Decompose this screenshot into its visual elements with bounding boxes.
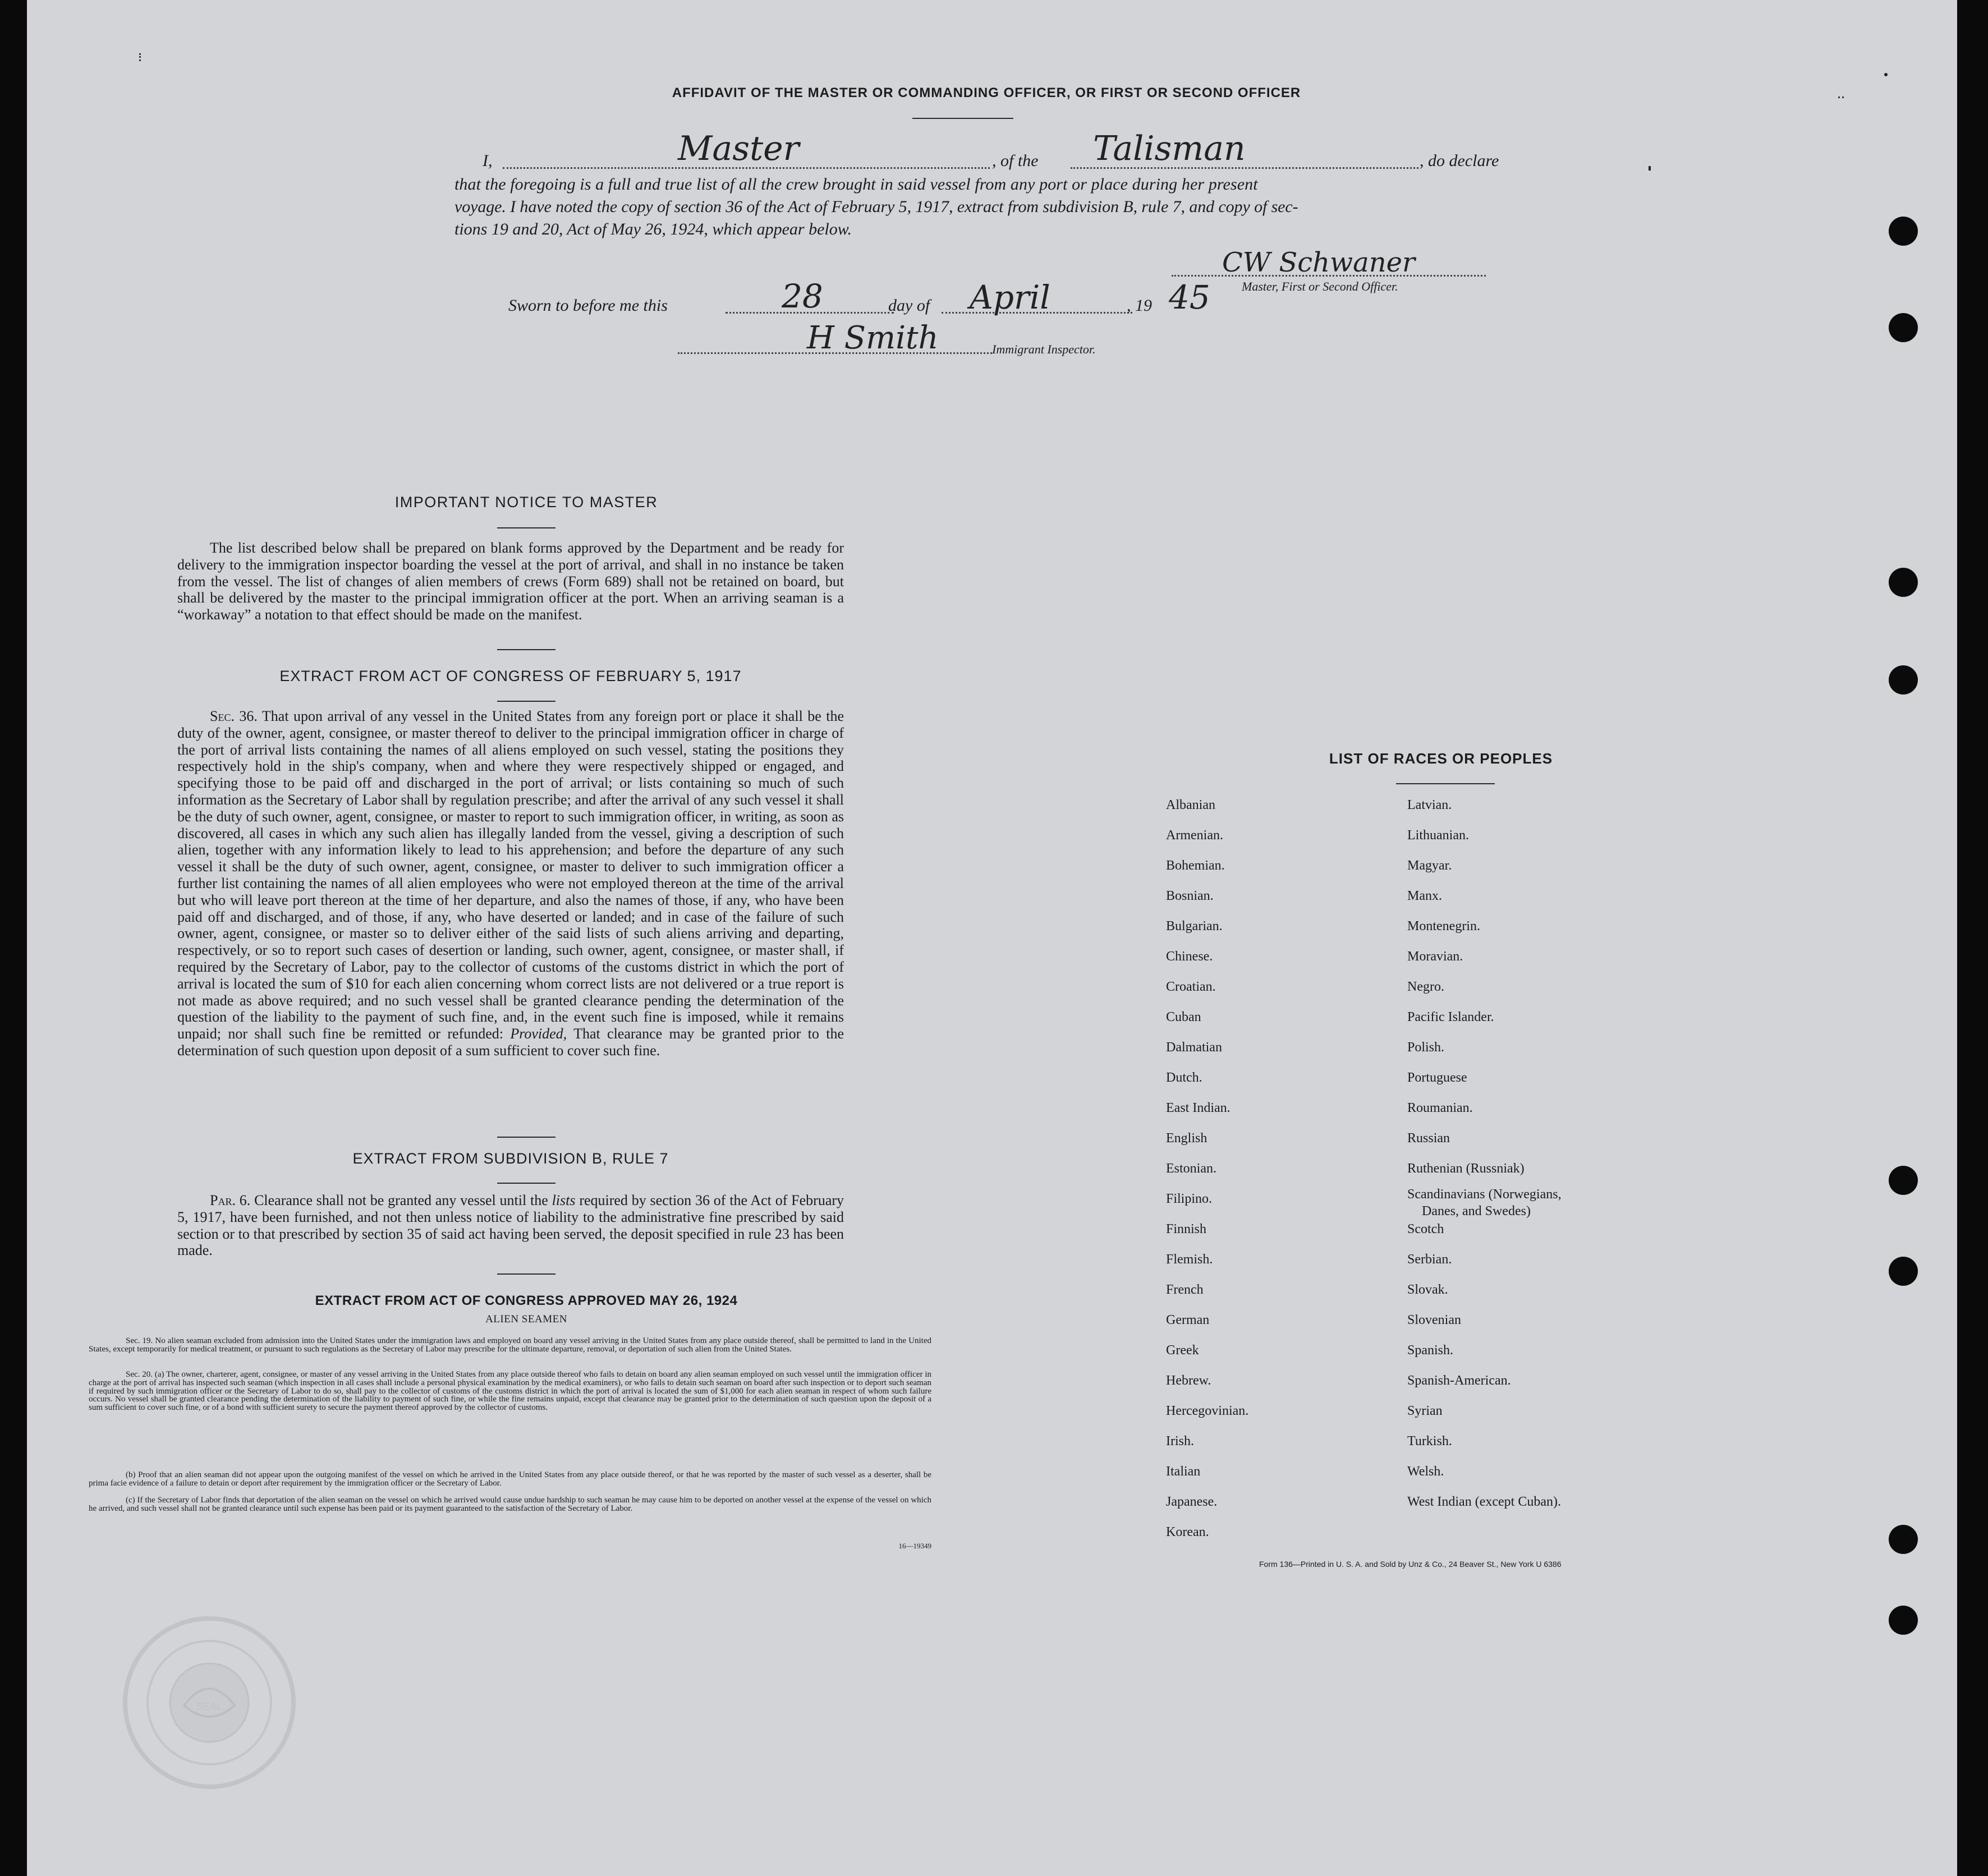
notice-body: The list described below shall be prepared on blank forms approved by the Department and be ready for delivery to the immigration inspector boarding the vessel at the port of arrival, and shall in no instance be taken from the vessel. The list of changes of alien members of crews (Form 689) shall not be retained on board, but shall be delivered by the master to the principal immigration officer at the port. When an arriving seaman is a “workaway” a notation to that effect should be made on the manifest. bbox=[177, 540, 844, 623]
race-item: Slovenian bbox=[1407, 1313, 1461, 1327]
inspector-signature: H Smith bbox=[807, 320, 939, 356]
notice-end-rule bbox=[497, 649, 555, 650]
affidavit-title-rule bbox=[912, 118, 1013, 119]
race-item: Spanish. bbox=[1407, 1343, 1454, 1358]
punch-hole bbox=[1889, 313, 1918, 342]
race-item: Latvian. bbox=[1407, 798, 1452, 812]
race-item: French bbox=[1166, 1282, 1204, 1297]
punch-hole bbox=[1889, 1606, 1918, 1635]
affidavit-line-2: that the foregoing is a full and true list of all the crew brought in said vessel from any port or place during her present bbox=[454, 175, 1258, 194]
punch-hole bbox=[1889, 217, 1918, 246]
punch-hole bbox=[1889, 665, 1918, 695]
race-item: Ruthenian (Russniak) bbox=[1407, 1161, 1525, 1176]
race-item: Estonian. bbox=[1166, 1161, 1216, 1176]
extract-1917-body bbox=[177, 708, 844, 1059]
provided-label: Provided, bbox=[510, 1026, 567, 1042]
notice-title-rule bbox=[497, 527, 555, 528]
alien-seamen-subtitle: ALIEN SEAMEN bbox=[485, 1313, 567, 1325]
race-item: Korean. bbox=[1166, 1525, 1209, 1539]
race-item: Lithuanian. bbox=[1407, 828, 1469, 843]
race-item: Negro. bbox=[1407, 980, 1444, 994]
race-item: Greek bbox=[1166, 1343, 1199, 1358]
race-item: Finnish bbox=[1166, 1222, 1207, 1236]
sec-19-text: Sec. 19. No alien seaman excluded from admission into the United States under the immigration laws and employed on board any vessel arriving in the United States from any place outside thereof, shall be permitted to land in the United States, except temporarily for medical treatment, or pursuant to such regulations as the Secretary of Labor may prescribe for the ultimate departure, removal, or deportation of such alien from the United States. bbox=[89, 1336, 931, 1354]
race-item: Polish. bbox=[1407, 1040, 1445, 1055]
printer-note: Form 136—Printed in U. S. A. and Sold by Unz & Co., 24 Beaver St., New York U 6386 bbox=[1259, 1560, 1562, 1569]
par-6-label: Par. 6. bbox=[210, 1192, 251, 1208]
race-item: East Indian. bbox=[1166, 1101, 1231, 1115]
affidavit-title: AFFIDAVIT OF THE MASTER OR COMMANDING OFFICER, OR FIRST OR SECOND OFFICER bbox=[672, 85, 1301, 100]
inspector-caption: Immigrant Inspector. bbox=[992, 342, 1096, 356]
name-handwritten: Master bbox=[678, 129, 800, 168]
race-item: Cuban bbox=[1166, 1010, 1201, 1024]
affidavit-line-4: tions 19 and 20, Act of May 26, 1924, which appear below. bbox=[454, 220, 852, 238]
par-6-text-a: Clearance shall not be granted any vessel until the bbox=[254, 1192, 548, 1208]
race-item: Serbian. bbox=[1407, 1252, 1452, 1267]
race-item: Irish. bbox=[1166, 1434, 1194, 1449]
race-item: English bbox=[1166, 1131, 1208, 1146]
race-item: Dutch. bbox=[1166, 1070, 1202, 1085]
race-item: Scandinavians (Norwegians, bbox=[1407, 1187, 1562, 1202]
race-item: Albanian bbox=[1166, 798, 1215, 812]
subdivision-body bbox=[177, 1192, 844, 1259]
race-item: Bulgarian. bbox=[1166, 919, 1223, 934]
race-item: Scotch bbox=[1407, 1222, 1444, 1236]
of-the-label: , of the bbox=[992, 151, 1039, 170]
day-handwritten: 28 bbox=[782, 277, 823, 315]
race-item: Flemish. bbox=[1166, 1252, 1213, 1267]
form-number: 16—19349 bbox=[898, 1542, 931, 1550]
race-item: Magyar. bbox=[1407, 858, 1452, 873]
race-item: Danes, and Swedes) bbox=[1422, 1204, 1531, 1219]
sec-36-text: That upon arrival of any vessel in the United States from any foreign port or place it shall be the duty of the owner, agent, consignee, or master thereof to deliver to the principal immigration officer in charge of the port of arrival lists containing the names of all aliens employed on such vessel, stating the positions they respectively hold in the ship's company, when and where they were respectively shipped or engaged, and specifying those to be paid off and discharged in the port of arrival; or lists containing so much of such information as the Secretary of Labor shall by regulation prescribe; and after the arrival of any such vessel it shall be the duty of such owner, agent, consignee, or master to report to such immigration officer, in writing, as soon as discovered, all cases in which any such alien has illegally landed from the vessel, giving a description of such alien, together with any information likely to lead to his apprehension; and before the departure of any such vessel it shall be the duty of such owner, agent, consignee, or master to deliver to such immigration officer a further list containing the names of all alien employees who were not employed thereon at the time of the arrival but who will leave port thereon at the time of her departure, and also the names of those, if any, who have been paid off and discharged, and of those, if any, who have deserted or landed; and in case of the failure of such owner, agent, consignee, or master so to deliver either of the said lists of such aliens arriving and departing, respectively, or so to report such cases of desertion or landing, such owner, agent, consignee, or master shall, if required by the Secretary of Labor, pay to the collector of customs of the customs district in which the port of arrival is located the sum of $10 for each alien concerning whom correct lists are not delivered or a true report is not made as above required; and no such vessel shall be granted clearance pending the determination of the question of the liability to the payment of such fine, and, in the event such fine is imposed, while it remains unpaid; nor shall such fine be remitted or refunded: bbox=[177, 708, 844, 1042]
subdivision-rule bbox=[497, 1183, 555, 1184]
race-item: Syrian bbox=[1407, 1404, 1443, 1418]
par-6-text-b: required by section 36 of the Act of February 5, 1917, have been furnished, and not then unless notice of liability to the administrative fine prescribed by said section or to that prescribed by section 35 of said act having been served, the deposit specified in rule 23 has been made. bbox=[177, 1192, 844, 1259]
extract-1917-rule bbox=[497, 701, 555, 702]
race-item: Italian bbox=[1166, 1464, 1201, 1479]
sworn-label: Sworn to before me this bbox=[508, 296, 668, 315]
race-item: Dalmatian bbox=[1166, 1040, 1222, 1055]
document-page bbox=[27, 0, 1957, 1876]
race-item: Chinese. bbox=[1166, 949, 1213, 964]
race-item: German bbox=[1166, 1313, 1210, 1327]
corner-mark bbox=[139, 53, 144, 61]
sec-20a-text: Sec. 20. (a) The owner, charterer, agent, consignee, or master of any vessel arriving in the United States from any place outside thereof who fails to detain on board any alien seaman employed on such vessel until the immigration officer in charge at the port of arrival has inspected such seaman (which inspection in all cases shall include a personal physical examination by the medical examiners), or who fails to detain such seaman on board after such inspection or to deport such seaman if required by such immigration officer or the Secretary of Labor to do so, shall pay to the collector of customs of the customs district in which the port of arrival is located the sum of $1,000 for each alien seaman in respect of whom such failure occurs. No vessel shall be granted clearance pending the determination of the liability to payment of such fine, or while the fine remains unpaid, except that clearance may be granted prior to the determination of such question upon the deposit of a sum sufficient to cover such fine, or of a bond with sufficient surety to secure the payment thereof approved by the collector of customs. bbox=[89, 1370, 931, 1413]
seal-text: SEAL bbox=[196, 1701, 223, 1712]
extract-1917-title: EXTRACT FROM ACT OF CONGRESS OF FEBRUARY 5, 1917 bbox=[279, 668, 742, 684]
race-item: Turkish. bbox=[1407, 1434, 1452, 1449]
subdivision-title: EXTRACT FROM SUBDIVISION B, RULE 7 bbox=[352, 1150, 669, 1167]
punch-hole bbox=[1889, 568, 1918, 597]
punch-hole bbox=[1889, 1166, 1918, 1195]
lists-word: lists bbox=[552, 1192, 576, 1208]
punch-hole bbox=[1889, 1525, 1918, 1554]
race-item: Bohemian. bbox=[1166, 858, 1225, 873]
race-item: Manx. bbox=[1407, 889, 1442, 903]
race-item: Russian bbox=[1407, 1131, 1450, 1146]
year-prefix: , 19 bbox=[1127, 296, 1152, 315]
race-item: Moravian. bbox=[1407, 949, 1463, 964]
provided-text: That clearance may be granted prior to the determination of such question upon deposit of a sum sufficient to cover such fine. bbox=[177, 1026, 844, 1059]
master-signature: CW Schwaner bbox=[1222, 247, 1415, 278]
subdivision-end-rule bbox=[497, 1273, 555, 1275]
race-item: Pacific Islander. bbox=[1407, 1010, 1494, 1024]
race-item: Spanish-American. bbox=[1407, 1373, 1511, 1388]
race-item: Portuguese bbox=[1407, 1070, 1467, 1085]
race-item: Bosnian. bbox=[1166, 889, 1214, 903]
race-item: Hebrew. bbox=[1166, 1373, 1211, 1388]
races-title-rule bbox=[1396, 783, 1495, 784]
i-label: I, bbox=[483, 151, 493, 170]
race-item: Welsh. bbox=[1407, 1464, 1444, 1479]
affidavit-line-3: voyage. I have noted the copy of section 36 of the Act of February 5, 1917, extract from subdivision B, rule 7, and copy of sec- bbox=[454, 197, 1298, 216]
speck-3 bbox=[1649, 166, 1651, 171]
punch-hole bbox=[1889, 1257, 1918, 1286]
vessel-handwritten: Talisman bbox=[1093, 129, 1246, 168]
embossed-seal bbox=[117, 1610, 302, 1795]
sec-36-label: Sec. 36. bbox=[210, 708, 258, 724]
race-item: Montenegrin. bbox=[1407, 919, 1480, 934]
speck-2 bbox=[1884, 73, 1888, 76]
race-item: Slovak. bbox=[1407, 1282, 1448, 1297]
race-item: Hercegovinian. bbox=[1166, 1404, 1249, 1418]
day-of-label: day of bbox=[888, 296, 930, 315]
race-item: Armenian. bbox=[1166, 828, 1223, 843]
race-item: Filipino. bbox=[1166, 1192, 1213, 1206]
sec-20b-text: (b) Proof that an alien seaman did not appear upon the outgoing manifest of the vessel on which he arrived in the United States from any place outside thereof, or that he was reported by the master of such vessel as a deserter, shall be prima facie evidence of a failure to detain or deport after requirement by the immigration officer or the Secretary of Labor. bbox=[89, 1470, 931, 1488]
extract-1924-title: EXTRACT FROM ACT OF CONGRESS APPROVED MAY 26, 1924 bbox=[315, 1293, 738, 1308]
race-item: Roumanian. bbox=[1407, 1101, 1473, 1115]
month-handwritten: April bbox=[970, 278, 1050, 316]
races-title: LIST OF RACES OR PEOPLES bbox=[1329, 750, 1553, 767]
sec-20c-text: (c) If the Secretary of Labor finds that deportation of the alien seaman on the vessel on which he arrived would cause undue hardship to such seaman he may cause him to be deported on another vessel at the expense of the vessel on which he arrived, and such vessel shall not be granted clearance until such expense has been paid or its payment guaranteed to the satisfaction of the Secretary of Labor. bbox=[89, 1496, 931, 1513]
year-handwritten: 45 bbox=[1169, 278, 1210, 316]
do-declare-label: , do declare bbox=[1420, 151, 1499, 170]
master-caption: Master, First or Second Officer. bbox=[1242, 279, 1398, 293]
notice-title: IMPORTANT NOTICE TO MASTER bbox=[394, 494, 658, 511]
race-item: Croatian. bbox=[1166, 980, 1216, 994]
speck-1 bbox=[1838, 96, 1844, 100]
race-item: Japanese. bbox=[1166, 1495, 1218, 1509]
race-item: West Indian (except Cuban). bbox=[1407, 1495, 1561, 1509]
extract-1917-end-rule bbox=[497, 1137, 555, 1138]
